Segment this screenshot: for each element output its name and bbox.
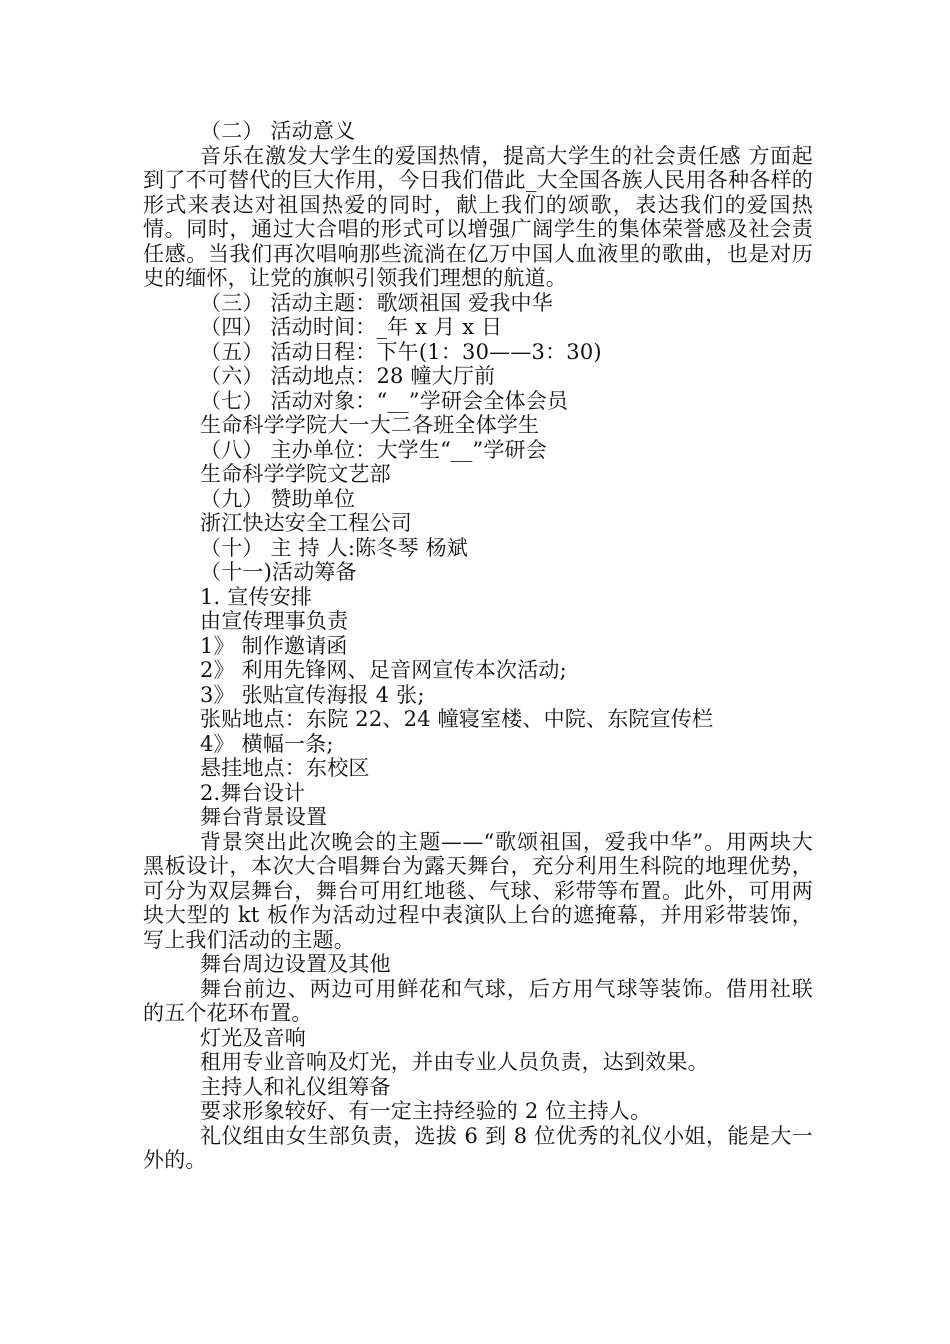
activity-location: （六） 活动地点：28 幢大厅前 bbox=[200, 364, 496, 388]
preparation-heading: （十一)活动筹备 bbox=[200, 560, 357, 584]
poster-locations: 张贴地点：东院 22、24 幢寝室楼、中院、东院宣传栏 bbox=[200, 707, 714, 731]
paragraph-activity-meaning: 音乐在激发大学生的爱国热情，提高大学生的社会责任感 方面起到了不可替代的巨大作用，今日我们借此_大全国各族人民用各种各样的形式来表达对祖国热爱的同时，献上我们的颂歌，表达我们的爱国热情。同时，通过大合唱的形式可以增强广阔学生的集体荣誉感及社会责任感。当我们再次唱响那些流淌在亿万中国人血液里的歌曲，也是对历史的缅怀，让党的旗帜引领我们理想的航道。 bbox=[143, 143, 813, 290]
publicity-item-1: 1》 制作邀请函 bbox=[200, 633, 348, 658]
lighting-sound-heading: 灯光及音响 bbox=[200, 1025, 306, 1050]
sponsor-heading: （九） 赞助单位 bbox=[200, 486, 356, 511]
publicity-owner: 由宣传理事负责 bbox=[200, 609, 349, 633]
hosts: （十） 主 持 人:陈冬琴 杨斌 bbox=[200, 535, 468, 560]
activity-audience-detail: 生命科学学院大一大二各班全体学生 bbox=[200, 413, 540, 437]
banner-location: 悬挂地点：东校区 bbox=[200, 756, 370, 780]
lighting-sound-detail: 租用专业音响及灯光，并由专业人员负责，达到效果。 bbox=[200, 1050, 709, 1074]
publicity-heading: 1. 宣传安排 bbox=[200, 584, 313, 609]
activity-theme: （三） 活动主题：歌颂祖国 爱我中华 bbox=[200, 290, 553, 315]
stage-surroundings-heading: 舞台周边设置及其他 bbox=[200, 952, 391, 976]
activity-schedule: （五） 活动日程：下午(1：30——3：30) bbox=[200, 339, 602, 364]
hosts-etiquette-heading: 主持人和礼仪组筹备 bbox=[200, 1074, 391, 1099]
stage-background-heading: 舞台背景设置 bbox=[200, 805, 328, 829]
paragraph-stage-surroundings: 舞台前边、两边可用鲜花和气球，后方用气球等装饰。借用社联的五个花环布置。 bbox=[143, 976, 813, 1025]
paragraph-etiquette-team: 礼仪组由女生部负责，选拔 6 到 8 位优秀的礼仪小姐，能是大一外的。 bbox=[143, 1123, 813, 1172]
publicity-item-4: 4》 横幅一条; bbox=[200, 731, 334, 756]
publicity-item-2: 2》 利用先锋网、足音网宣传本次活动; bbox=[200, 658, 567, 682]
document-body bbox=[143, 119, 813, 1173]
paragraph-stage-background: 背景突出此次晚会的主题——“歌颂祖国，爱我中华”。用两块大黑板设计，本次大合唱舞台为露天舞台，充分利用生科院的地理优势，可分为双层舞台，舞台可用红地毯、气球、彩带等布置。此外，可用两块大型的 kt 板作为活动过程中表演队上台的遮掩幕，并用彩带装饰，写上我们活动的主题。 bbox=[143, 829, 813, 952]
organizer: （八） 主办单位：大学生“__”学研会 bbox=[200, 437, 547, 462]
section-heading-activity-meaning: （二） 活动意义 bbox=[200, 119, 356, 143]
stage-design-heading: 2.舞台设计 bbox=[200, 780, 306, 805]
organizer-detail: 生命科学学院文艺部 bbox=[200, 462, 391, 486]
activity-audience: （七） 活动对象：“__”学研会全体会员 bbox=[200, 388, 569, 413]
publicity-item-3: 3》 张贴宣传海报 4 张; bbox=[200, 682, 425, 707]
activity-time: （四） 活动时间：_年 x 月 x 日 bbox=[200, 315, 503, 339]
sponsor-name: 浙江快达安全工程公司 bbox=[200, 511, 412, 535]
host-requirements: 要求形象较好、有一定主持经验的 2 位主持人。 bbox=[200, 1099, 652, 1123]
